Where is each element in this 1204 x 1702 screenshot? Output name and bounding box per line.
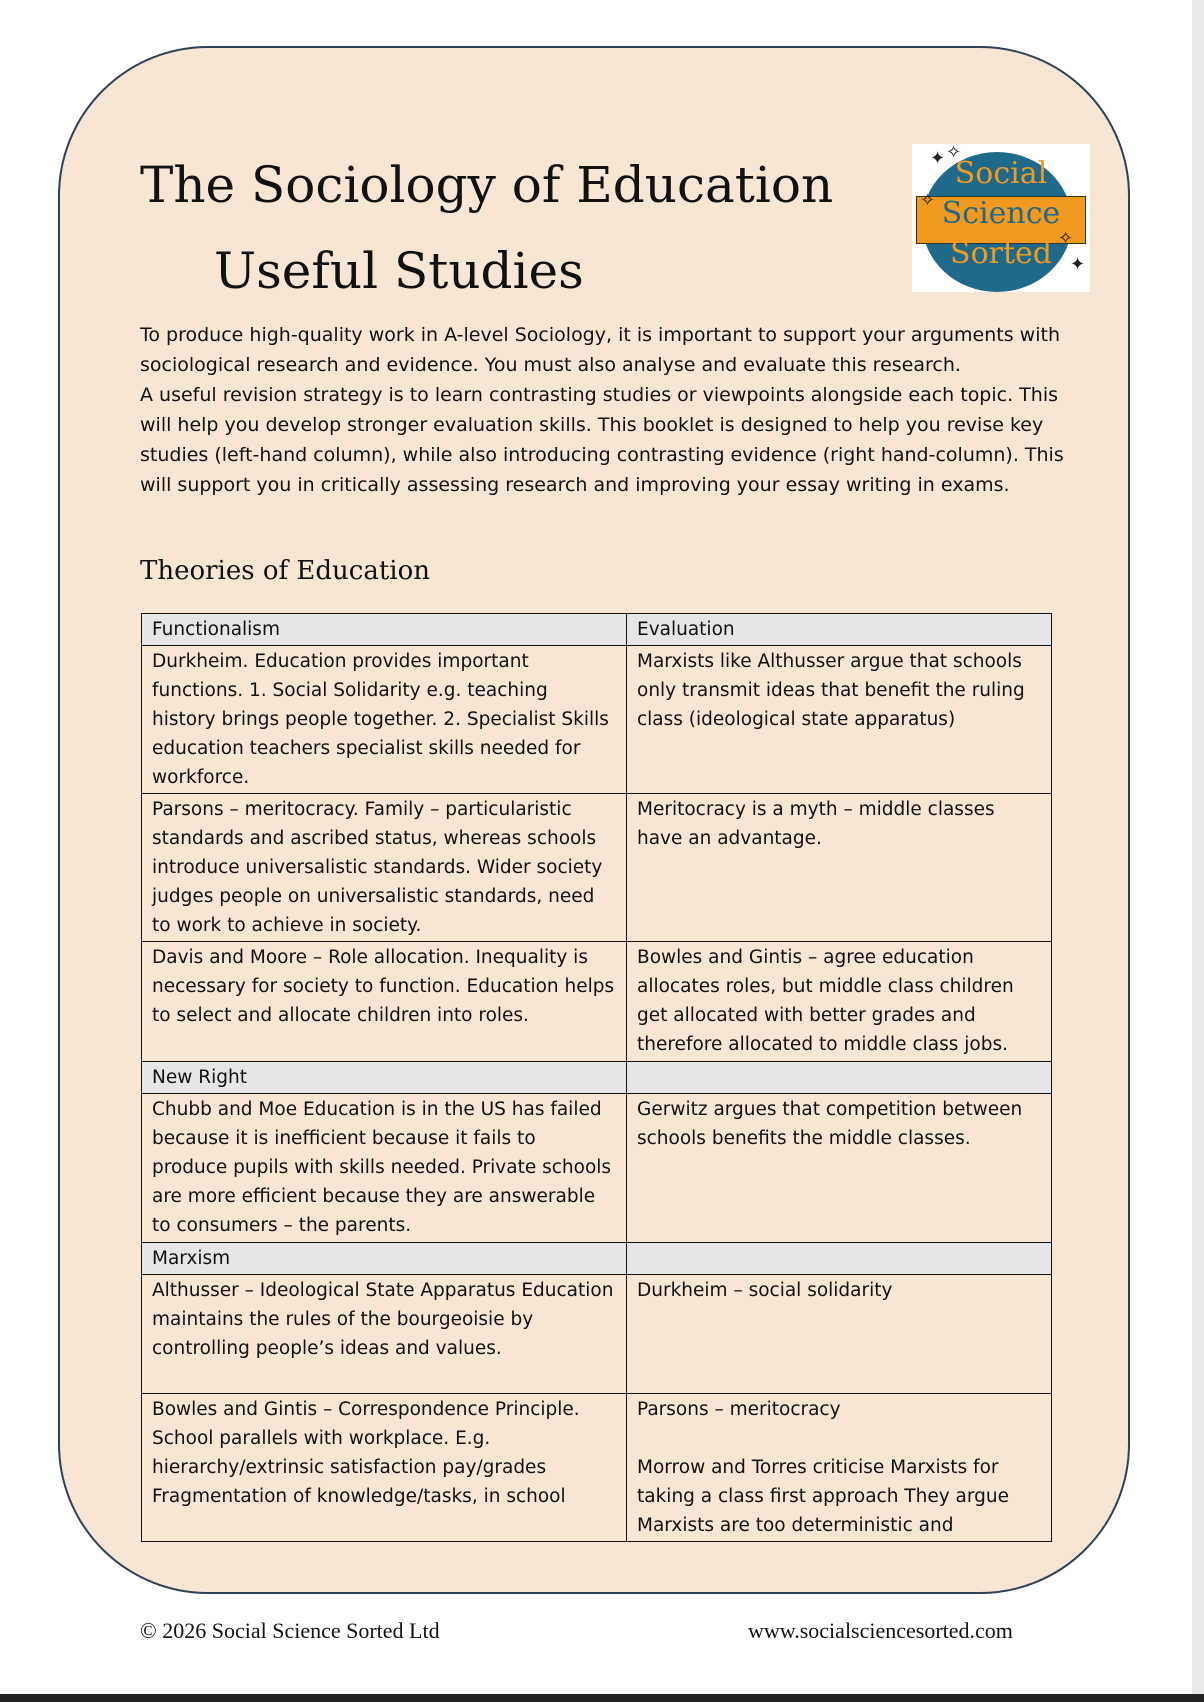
studies-table <box>141 613 1052 1542</box>
page-edge-right <box>1192 0 1204 1702</box>
table-cell-right <box>627 1062 1052 1094</box>
table-row <box>142 1394 1052 1542</box>
logo-word-2: Science <box>941 196 1061 231</box>
intro-paragraph-1: To produce high-quality work in A-level Sociology, it is important to support your arguments with sociological research and evidence. You must also analyse and evaluate this research. <box>140 324 1060 376</box>
title-line-2: Useful Studies <box>214 242 584 300</box>
table-cell-left: New Right <box>142 1062 627 1094</box>
intro-paragraph-2: A useful revision strategy is to learn contrasting studies or viewpoints alongside each topic. This will help you develop stronger evaluation skills. This booklet is designed to help you revise key studies (left-hand column), while also introducing contrasting evidence (right hand-column). This will support you in critically assessing research and improving your essay writing in exams. <box>140 384 1064 496</box>
table-row <box>142 1094 1052 1243</box>
footer-copyright: © 2026 Social Science Sorted Ltd <box>140 1618 440 1643</box>
sparkle-icon: ✦ <box>1070 254 1086 275</box>
table-row <box>142 614 1052 646</box>
table-cell-left: Bowles and Gintis – Correspondence Principle. School parallels with workplace. E.g. hierarchy/extrinsic satisfaction pay/grades Fragmentation of knowledge/tasks, in school <box>142 1394 627 1542</box>
table-cell-right: Evaluation <box>627 614 1052 646</box>
section-heading: Theories of Education <box>140 556 430 586</box>
table-cell-left: Functionalism <box>142 614 627 646</box>
page-title <box>140 142 833 314</box>
sparkle-icon: ✧ <box>1058 228 1074 249</box>
sparkle-icon: ✦ <box>930 148 946 169</box>
table-cell-right <box>627 1243 1052 1275</box>
footer-website: www.socialsciencesorted.com <box>748 1618 1013 1643</box>
table-cell-left: Chubb and Moe Education is in the US has failed because it is inefficient because it fails to produce pupils with skills needed. Private schools are more efficient because they are answerable to consumers – the parents. <box>142 1094 627 1243</box>
table-cell-left: Durkheim. Education provides important functions. 1. Social Solidarity e.g. teaching history brings people together. 2. Specialist Skills education teachers specialist skills needed for workforce. <box>142 646 627 794</box>
table-cell-left: Davis and Moore – Role allocation. Inequality is necessary for society to function. Education helps to select and allocate children into roles. <box>142 942 627 1062</box>
table-row <box>142 794 1052 942</box>
table-row <box>142 646 1052 794</box>
table-cell-left: Parsons – meritocracy. Family – particularistic standards and ascribed status, whereas schools introduce universalistic standards. Wider society judges people on universalistic standards, need to work to achieve in society. <box>142 794 627 942</box>
table-cell-right: Meritocracy is a myth – middle classes have an advantage. <box>627 794 1052 942</box>
table-cell-right: Marxists like Althusser argue that schools only transmit ideas that benefit the ruling class (ideological state apparatus) <box>627 646 1052 794</box>
table-cell-left: Althusser – Ideological State Apparatus Education maintains the rules of the bourgeoisie by controlling people’s ideas and values. <box>142 1275 627 1394</box>
social-science-sorted-logo <box>912 144 1090 292</box>
logo-word-3: Sorted <box>950 236 1052 271</box>
table-cell-right: Parsons – meritocracy Morrow and Torres criticise Marxists for taking a class first approach They argue Marxists are too deterministic and <box>627 1394 1052 1542</box>
sparkle-icon: ✧ <box>946 142 962 163</box>
table-row <box>142 1275 1052 1394</box>
table-cell-right: Durkheim – social solidarity <box>627 1275 1052 1394</box>
logo-text <box>912 154 1090 274</box>
table-cell-right: Gerwitz argues that competition between schools benefits the middle classes. <box>627 1094 1052 1243</box>
page-edge-bottom <box>0 1694 1204 1702</box>
intro-text <box>140 320 1070 500</box>
logo-word-1: Social <box>954 156 1048 191</box>
table-cell-right: Bowles and Gintis – agree education allocates roles, but middle class children get allocated with better grades and therefore allocated to middle class jobs. <box>627 942 1052 1062</box>
table-cell-left: Marxism <box>142 1243 627 1275</box>
table-row <box>142 1062 1052 1094</box>
sparkle-icon: ✧ <box>920 190 936 211</box>
table-row <box>142 1243 1052 1275</box>
title-line-1: The Sociology of Education <box>140 156 834 214</box>
table-row <box>142 942 1052 1062</box>
